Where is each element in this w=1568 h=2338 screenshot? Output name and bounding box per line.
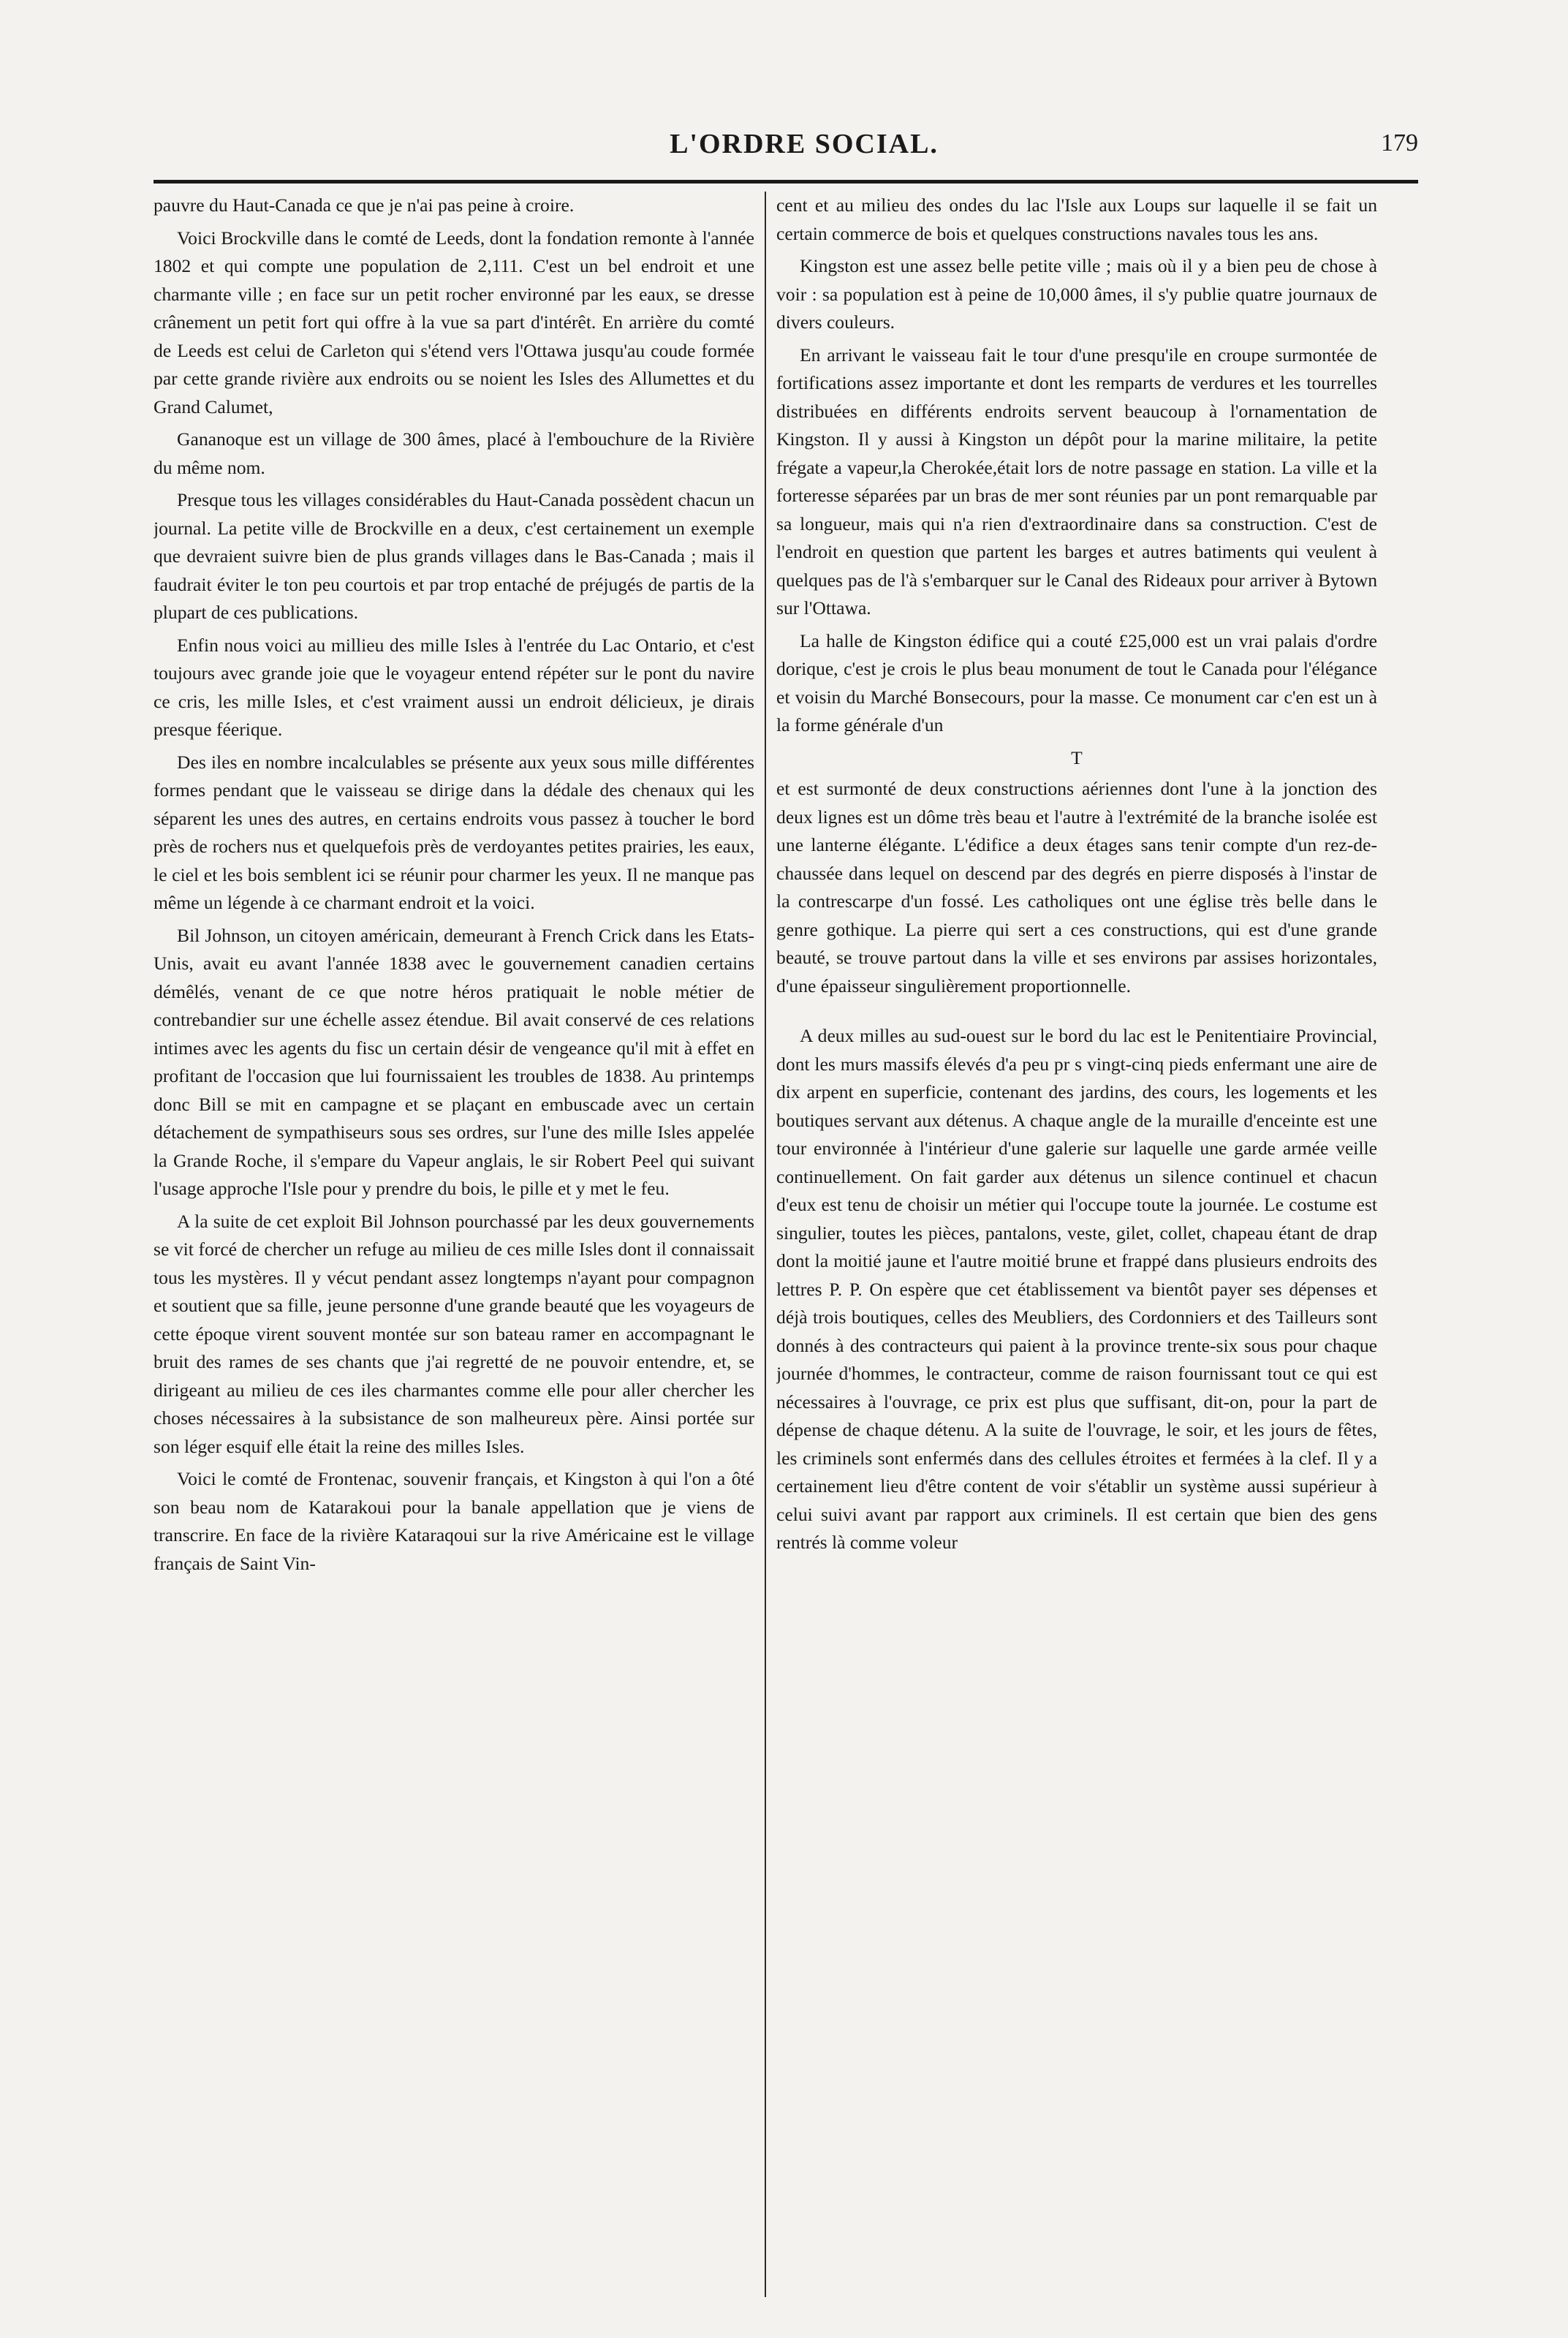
paragraph: En arrivant le vaisseau fait le tour d'une presqu'ile en croupe surmontée de fortifications assez importante et dont les remparts de verdures et les tourrelles distribuées en différents endroits servent beaucoup à l'ornamentation de Kingston. Il y aussi à Kingston un dépôt pour la marine militaire, la petite frégate a vapeur,la Cherokée,était lors de notre passage en station. La ville et la forteresse séparées par un bras de mer sont réunies par un pont remarquable par sa longueur, mais qui n'a rien d'extraordinaire dans sa construction. C'est de l'endroit en question que partent les barges et autres batiments qui veulent à quelques pas de l'à s'embarquer sur le Canal des Rideaux pour arriver à Bytown sur l'Ottawa. — [776, 344, 1377, 618]
page-title: L'ORDRE SOCIAL. — [670, 129, 939, 159]
paragraph: Gananoque est un village de 300 âmes, placé à l'embouchure de la Rivière du même nom. — [154, 428, 754, 478]
header-rule — [154, 180, 1418, 184]
paragraph: Presque tous les villages considérables du Haut-Canada possèdent chacun un journal. La petite ville de Brockville en a deux, c'est certainement un exemple que devraient suivre bien de plus grands villages dans le Bas-Canada ; mais il faudrait éviter le ton peu courtois et par trop entaché de préjugés de partis de la plupart de ces publications. — [154, 489, 754, 623]
paragraph: cent et au milieu des ondes du lac l'Isle aux Loups sur laquelle il se fait un certain commerce de bois et quelques constructions navales tous les ans. — [776, 194, 1377, 244]
paragraph: Enfin nous voici au millieu des mille Isles à l'entrée du Lac Ontario, et c'est toujours avec grande joie que le voyageur entend répéter sur le pont du navire ce cris, les mille Isles, et c'est vraiment aussi un endroit délicieux, je dirais presque féerique. — [154, 634, 754, 740]
paragraph: La halle de Kingston édifice qui a couté £25,000 est un vrai palais d'ordre dorique, c'est je crois le plus beau monument de tout le Canada pour l'élégance et voisin du Marché Bonsecours, pour la masse. Ce monument car c'en est un à la forme générale d'un — [776, 629, 1377, 735]
left-column — [154, 192, 754, 2309]
page-header — [154, 128, 1418, 172]
paragraph: et est surmonté de deux constructions aériennes dont l'une à la jonction des deux lignes est un dôme très beau et l'autre à l'extrémité de la branche isolée est une lanterne élégante. L'édifice a deux étages sans tenir compte d'un rez-de-chaussée dans lequel on descend par des degrés en pierre disposés à l'instar de la contrescarpe d'un fossé. Les catholiques ont une église très belle dans le genre gothique. La pierre qui sert a ces constructions, qui est d'une grande beauté, se trouve partout dans la ville et ses environs par assises horizontales, d'une épaisseur singulièrement proportionnelle. — [776, 778, 1377, 996]
paragraph: A deux milles au sud-ouest sur le bord du lac est le Penitentiaire Provincial, dont les murs massifs élevés d'a peu pr s vingt-cinq pieds enfermant une aire de dix arpent en superficie, contenant des jardins, des cours, les logements et les boutiques servant aux détenus. A chaque angle de la muraille d'enceinte est une tour environnée à l'intérieur d'une galerie sur laquelle une garde armée veille continuellement. On fait garder aux détenus un silence continuel et chacun d'eux est tenu de choisir un métier qui l'occupe toute la journée. Le costume est singulier, toutes les pièces, pantalons, veste, gilet, collet, chapeau étant de drap dont la moitié jaune et l'autre moitié brune et frappé dans plusieurs endroits des lettres P. P. On espère que cet établissement va bientôt payer ses dépenses et déjà trois boutiques, celles des Meubliers, des Cordonniers et des Tailleurs sont donnés à des contracteurs qui paient à la province trente-six sous pour chaque journée d'hommes, le contracteur, comme de raison fournissant tout ce qui est nécessaires à l'ouvrage, ce prix est plus que suffisant, dit-on, pour la part de dépense de chaque détenu. A la suite de l'ouvrage, le soir, et les jours de fêtes, les criminels sont enfermés dans des cellules étroites et fermées à la clef. Il y a certainement lieu d'être content de voir s'établir un système aussi supérieur à celui suivi avant par rapport aux criminels. Il est certain que bien des gens rentrés là comme voleur — [776, 1025, 1377, 1553]
paragraph: A la suite de cet exploit Bil Johnson pourchassé par les deux gouvernements se vit forcé de chercher un refuge au milieu de ces mille Isles dont il connaissait tous les mystères. Il y vécut pendant assez longtemps n'ayant pour compagnon et soutient que sa fille, jeune personne d'une grande beauté que les voyageurs de cette époque virent souvent montée sur son bateau ramer en accompagnant le bruit des rames de ses chants que j'ai regretté de ne pouvoir entendre, et, se dirigeant au milieu de ces iles charmantes comme elle pour aller chercher les choses nécessaires à la subsistance de son malheureux père. Ainsi portée sur son léger esquif elle était la reine des milles Isles. — [154, 1210, 754, 1457]
t-symbol: T — [1071, 746, 1083, 768]
page-number: 179 — [1381, 129, 1418, 156]
right-column — [776, 192, 1377, 2309]
column-divider — [765, 192, 766, 2297]
paragraph: Bil Johnson, un citoyen américain, demeurant à French Crick dans les Etats-Unis, avait eu avant l'année 1838 avec le gouvernement canadien certains démêlés, venant de ce que notre héros pratiquait le noble métier de contrebandier sur une échelle assez étendue. Bil avait conservé de ces relations intimes avec les agents du fisc un certain désir de vengeance qu'il mit à effet en profitant de l'occasion que lui fournissaient les troubles de 1838. Au printemps donc Bill se mit en campagne et se plaçant en embuscade avec un certain détachement de sympathiseurs sous ses ordres, sur l'une des mille Isles appelée la Grande Roche, il s'empare du Vapeur anglais, le sir Robert Peel qui suivant l'usage approche l'Isle pour y prendre du bois, le pille et y met le feu. — [154, 924, 754, 1199]
paragraph: Des iles en nombre incalculables se présente aux yeux sous mille différentes formes pendant que le vaisseau se dirige dans la dédale des chenaux qui les séparent les unes des autres, en certains endroits vous passez à toucher le bord près de rochers nus et quelquefois près de verdoyantes petites prairies, les eaux, le ciel et les bois semblent ici se réunir pour charmer les yeux. Il ne manque pas même un légende à ce charmant endroit et la voici. — [154, 751, 754, 913]
paragraph: pauvre du Haut-Canada ce que je n'ai pas peine à croire. — [154, 194, 575, 216]
paragraph: Voici Brockville dans le comté de Leeds, dont la fondation remonte à l'année 1802 et qui compte une population de 2,111. C'est un bel endroit et une charmante ville ; en face sur un petit rocher environné par les eaux, se dresse crânement un petit fort qui offre à la vue sa part d'intérêt. En arrière du comté de Leeds est celui de Carleton qui s'étend vers l'Ottawa jusqu'au coude formée par cette grande rivière aux endroits ou se noient les Isles des Allumettes et du Grand Calumet, — [154, 227, 754, 417]
paragraph: Voici le comté de Frontenac, souvenir français, et Kingston à qui l'on a ôté son beau nom de Katarakoui pour la banale appellation que je viens de transcrire. En face de la rivière Kataraqoui sur la rive Américaine est le village français de Saint Vin- — [154, 1468, 754, 1574]
paragraph: Kingston est une assez belle petite ville ; mais où il y a bien peu de chose à voir : sa population est à peine de 10,000 âmes, il s'y publie quatre journaux de divers couleurs. — [776, 255, 1377, 333]
